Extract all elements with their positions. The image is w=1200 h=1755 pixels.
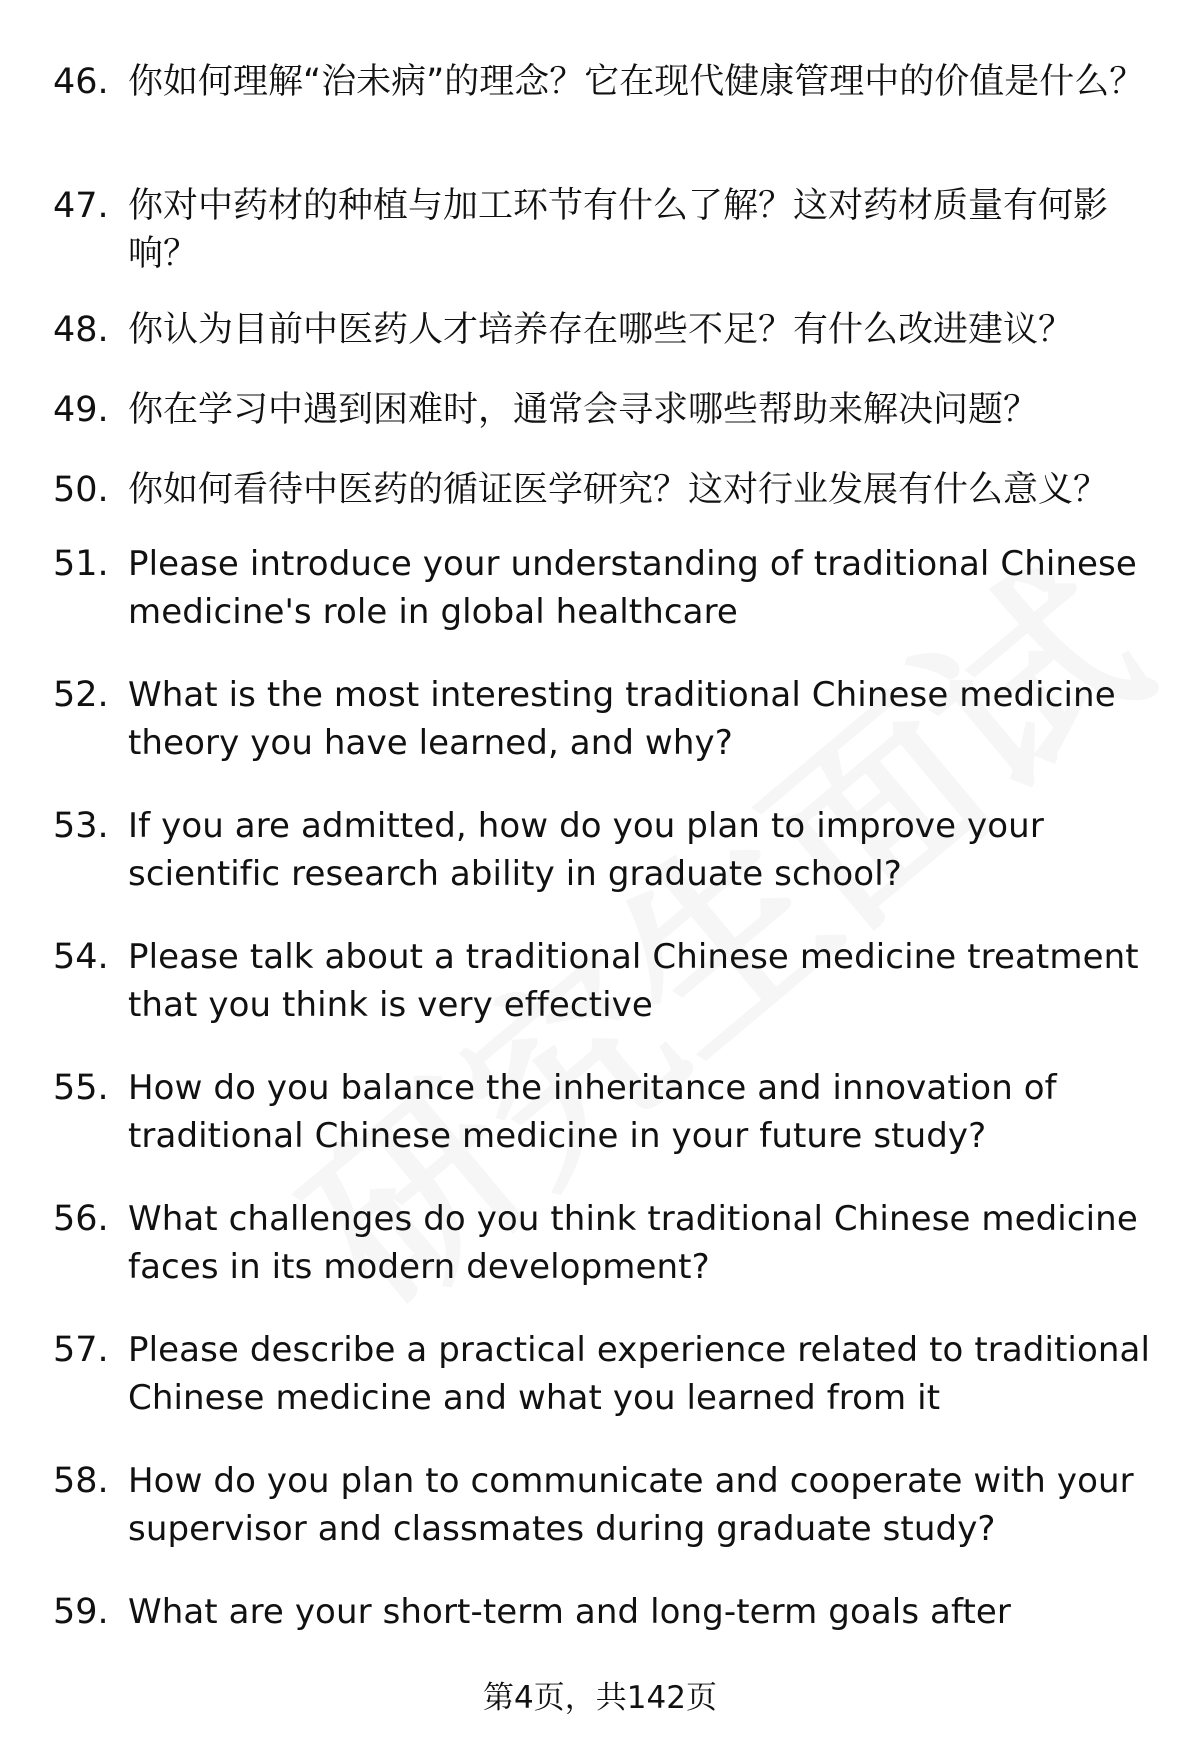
question-text: Please talk about a traditional Chinese medicine treatment that you think is very effective — [128, 937, 1139, 1025]
page-footer: 第4页，共142页 — [483, 1680, 717, 1716]
question-number: 48. — [53, 310, 109, 350]
question-text: 你对中药材的种植与加工环节有什么了解？这对药材质量有何影响？ — [128, 186, 1109, 274]
question-text: If you are admitted, how do you plan to improve your scientific research ability in graduate school? — [128, 806, 1044, 894]
question-number: 49. — [53, 390, 109, 430]
question-number: 58. — [53, 1461, 109, 1501]
question-text: 你认为目前中医药人才培养存在哪些不足？有什么改进建议？ — [128, 310, 1074, 350]
question-number: 51. — [53, 544, 109, 584]
question-item — [0, 540, 1200, 671]
question-number: 47. — [53, 186, 109, 226]
question-text: What are your short-term and long-term goals after — [128, 1592, 1011, 1632]
question-text: Please describe a practical experience related to traditional Chinese medicine and what you learned from it — [128, 1330, 1151, 1418]
question-text: Please introduce your understanding of traditional Chinese medicine's role in global healthcare — [128, 544, 1137, 632]
question-number: 56. — [53, 1199, 109, 1239]
question-text: What is the most interesting traditional Chinese medicine theory you have learned, and why? — [128, 675, 1116, 763]
question-text: 你如何理解“治未病”的理念？它在现代健康管理中的价值是什么？ — [128, 62, 1145, 102]
question-item — [0, 306, 1200, 386]
question-number: 55. — [53, 1068, 109, 1108]
question-item — [0, 1457, 1200, 1588]
question-number: 53. — [53, 806, 109, 846]
question-text: 你如何看待中医药的循证医学研究？这对行业发展有什么意义？ — [128, 470, 1109, 510]
question-number: 52. — [53, 675, 109, 715]
question-item — [0, 58, 1200, 182]
question-text: How do you balance the inheritance and innovation of traditional Chinese medicine in your future study? — [128, 1068, 1057, 1156]
question-text: What challenges do you think traditional Chinese medicine faces in its modern development? — [128, 1199, 1138, 1287]
question-item — [0, 182, 1200, 306]
question-item — [0, 802, 1200, 933]
question-list — [0, 58, 1200, 1667]
question-text: 你在学习中遇到困难时，通常会寻求哪些帮助来解决问题？ — [128, 390, 1039, 430]
question-item — [0, 671, 1200, 802]
question-number: 57. — [53, 1330, 109, 1370]
question-number: 59. — [53, 1592, 109, 1632]
question-item — [0, 933, 1200, 1064]
question-item — [0, 1326, 1200, 1457]
question-item — [0, 1588, 1200, 1667]
question-item — [0, 1064, 1200, 1195]
question-item — [0, 386, 1200, 466]
question-text: How do you plan to communicate and cooperate with your supervisor and classmates during graduate study? — [128, 1461, 1134, 1549]
question-number: 50. — [53, 470, 109, 510]
question-number: 46. — [53, 62, 109, 102]
question-number: 54. — [53, 937, 109, 977]
question-item — [0, 1195, 1200, 1326]
question-item — [0, 466, 1200, 540]
